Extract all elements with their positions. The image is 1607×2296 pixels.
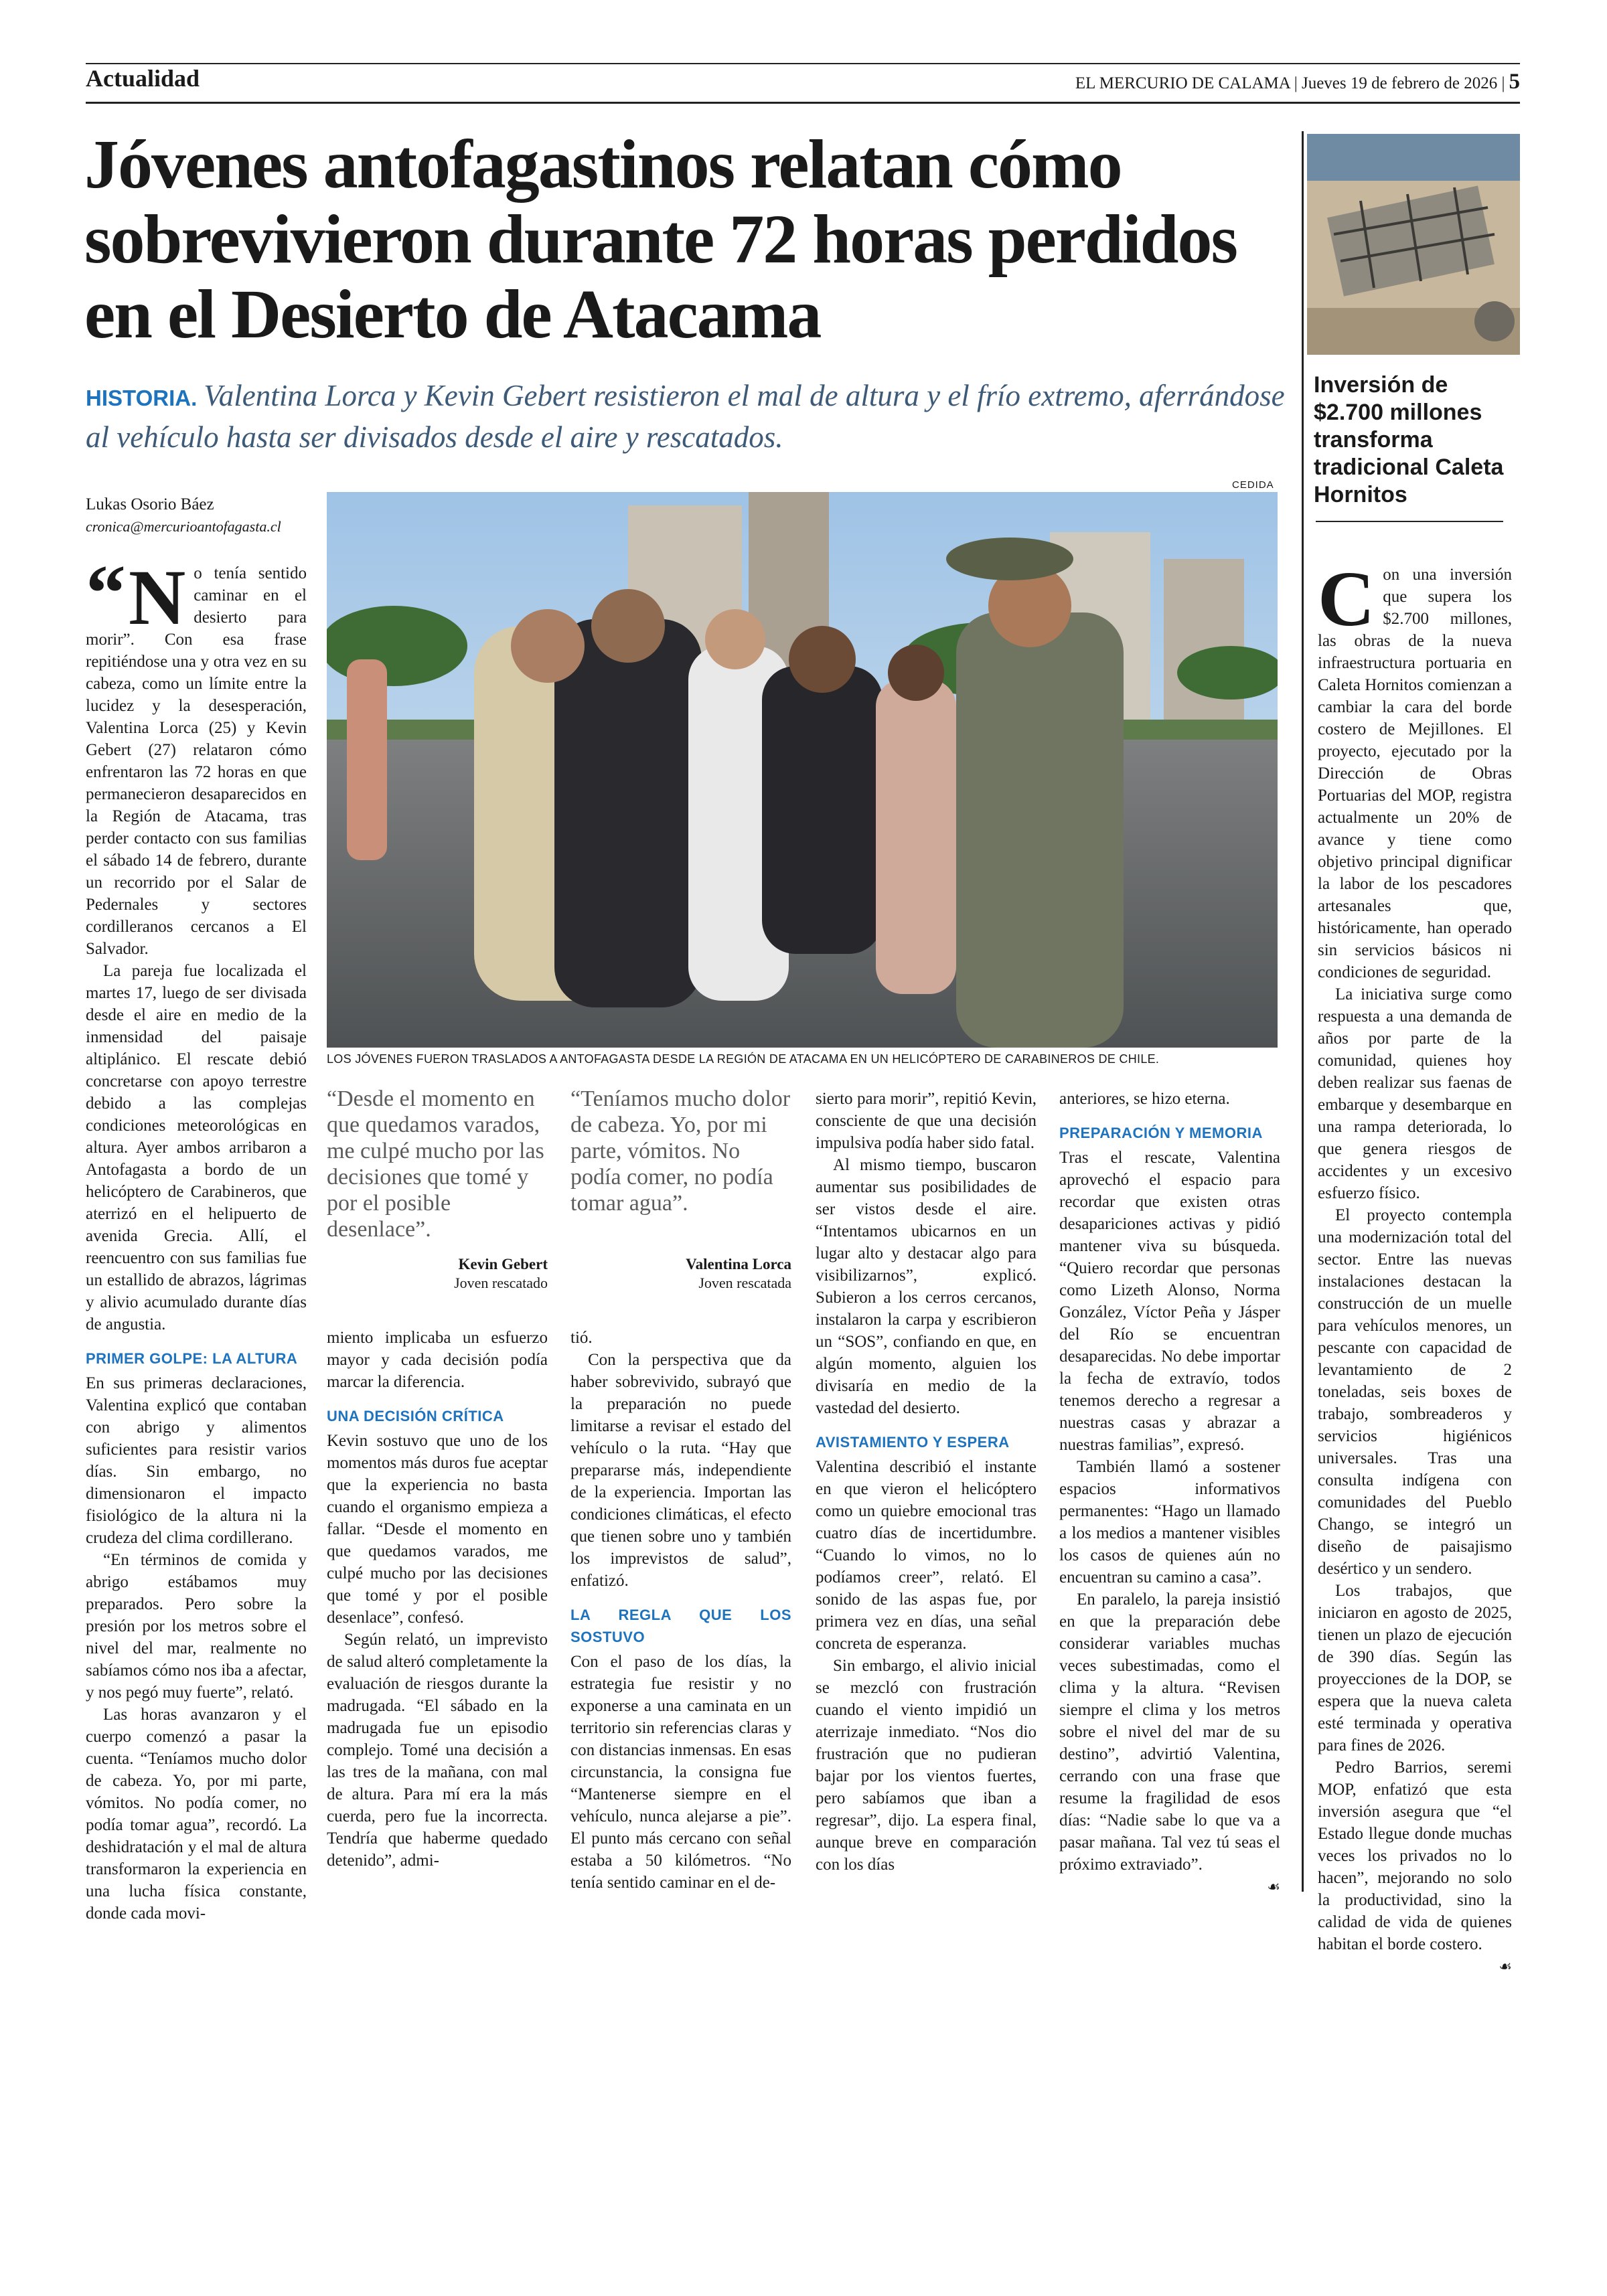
paragraph: Valentina describió el instante en que vieron el helicóptero como un quiebre emocional tras cuatro días de incertidumbre. “Cuando lo vimos, no lo podíamos creer”, relató. El sonido de las aspas fue, por primera vez en días, una señal concreta de esperanza. bbox=[816, 1458, 1037, 1653]
paragraph: Sin embargo, el alivio inicial se mezcló con frustración cuando el viento impidió un aterrizaje inmediato. “Nos dio frustración que no pudieran bajar por los vientos fuertes, pero sabíamos que iban a regresar”, dijo. La espera final, aunque breve en comparación con los días bbox=[816, 1657, 1037, 1874]
sidebar-body bbox=[1318, 555, 1512, 1978]
subheading: UNA DECISIÓN CRÍTICA bbox=[327, 1408, 504, 1424]
pull-quote-1: “Desde el momento en que quedamos varados, me culpé mucho por las decisiones que tomé y por el posible desenlace”. bbox=[327, 1086, 544, 1242]
subheading: LA REGLA QUE LOS SOSTUVO bbox=[570, 1607, 791, 1645]
article-column-4 bbox=[816, 1088, 1037, 1876]
sidebar-title: Inversión de $2.700 millones transforma tradicional Caleta Hornitos bbox=[1314, 372, 1504, 507]
headline: Jóvenes antofagastinos relatan cómo sobrevivieron durante 72 horas perdidos en el Desierto de Atacama bbox=[84, 126, 1237, 353]
paragraph: Las horas avanzaron y el cuerpo comenzó a pasar la cuenta. “Teníamos mucho dolor de cabeza. Yo, por mi parte, vómitos. No podía comer, no podía tomar agua”, recordó. La deshidratación y el mal de altura transformaron la experiencia en una lucha física constante, donde cada movi- bbox=[86, 1706, 307, 1922]
subheading: PRIMER GOLPE: LA ALTURA bbox=[86, 1350, 298, 1367]
paragraph: En sus primeras declaraciones, Valentina explicó que contaban con abrigo y alimentos suficientes para resistir varios días. Sin embargo, no dimensionaron el impacto fisiológico de la altura ni la crudeza del clima cordillerano. bbox=[86, 1374, 307, 1547]
pull-quote-1-attribution bbox=[327, 1255, 548, 1293]
paragraph: tió. bbox=[570, 1329, 593, 1347]
author-name: Lukas Osorio Báez bbox=[86, 495, 214, 513]
paragraph: En paralelo, la pareja insistió en que la preparación debe considerar variables muchas veces subestimadas, como el clima y la altura. “Revisen siempre el clima y los metros sobre el nivel del mar de su destino”, advirtió Valentina, cerrando con una frase que resume la fragilidad de esos días: “Nadie sabe lo que va a pasar mañana. Tal vez tú seas el próximo extraviado”. bbox=[1059, 1590, 1280, 1874]
article-column-1 bbox=[86, 548, 307, 1924]
paragraph: La iniciativa surge como respuesta a una demanda de años por parte de la comunidad, quienes hoy deben realizar sus faenas de embarque y desembarque en una rampa deteriorada, lo que genera riesgos de accidentes y un excesivo esfuerzo físico. bbox=[1318, 985, 1512, 1202]
paragraph: miento implicaba un esfuerzo mayor y cada decisión podía marcar la diferencia. bbox=[327, 1329, 548, 1391]
kicker: HISTORIA. bbox=[86, 386, 198, 410]
article-column-2 bbox=[327, 1327, 548, 1872]
subheading: AVISTAMIENTO Y ESPERA bbox=[816, 1434, 1010, 1451]
sidebar-photo bbox=[1307, 134, 1520, 355]
article-column-3 bbox=[570, 1327, 791, 1894]
dropcap: N bbox=[129, 554, 186, 641]
quote-mark: “ bbox=[86, 548, 126, 637]
quote-speaker: Kevin Gebert bbox=[458, 1256, 548, 1273]
issue-date: Jueves 19 de febrero de 2026 bbox=[1301, 74, 1498, 92]
paragraph: Con el paso de los días, la estrategia fue resistir y no exponerse a una caminata en un territorio sin referencias claras y con distancias inmensas. En esas circunstancia, la consigna fue “Mantenerse siempre en el vehículo, nunca alejarse a pie”. El punto más cercano con señal estaba a 50 kilómetros. “No tenía sentido caminar en el de- bbox=[570, 1653, 791, 1892]
article-column-5 bbox=[1059, 1088, 1280, 1898]
paragraph: anteriores, se hizo eterna. bbox=[1059, 1090, 1230, 1108]
deck bbox=[86, 376, 1291, 457]
quote-role: Joven rescatado bbox=[454, 1275, 548, 1291]
photo-credit: CEDIDA bbox=[1232, 479, 1274, 491]
quote-speaker: Valentina Lorca bbox=[686, 1256, 791, 1273]
paragraph: Tras el rescate, Valentina aprovechó el espacio para recordar que existen otras desapariciones activas y pidió mantener viva su búsqueda. “Quiero recordar que personas como Lizeth Alonso, Norma González, Víctor Peña y Jásper del Río se encuentran desaparecidas. No debe importar la fecha de extravío, todos tenemos derecho a regresar a nuestras casas y abrazar a nuestras familias”, expresó. bbox=[1059, 1149, 1280, 1454]
dropcap: C bbox=[1318, 555, 1375, 643]
paragraph: “En términos de comida y abrigo estábamos muy preparados. Pero sobre la presión por los metros sobre el nivel del mar, realmente no sabíamos cómo nos iba a afectar, y nos pegó muy fuerte”, relató. bbox=[86, 1551, 307, 1702]
section-label: Actualidad bbox=[86, 65, 200, 92]
quote-role: Joven rescatada bbox=[698, 1275, 791, 1291]
deck-text: Valentina Lorca y Kevin Gebert resistieron el mal de altura y el frío extremo, aferrándose al vehículo hasta ser divisados desde el aire y rescatados. bbox=[86, 379, 1285, 454]
top-rule bbox=[86, 63, 1520, 64]
paragraph: La pareja fue localizada el martes 17, luego de ser divisada desde el aire en medio de la inmensidad del paisaje altiplánico. El rescate debió concretarse con apoyo terrestre debido a las complejas condiciones meteorológicas en altura. Ayer ambos arribaron a Antofagasta a bordo de un helicóptero de Carabineros, que aterrizó en el helipuerto de avenida Grecia. Allí, el reencuentro con sus familias fue un estallido de abrazos, lágrimas y alivio acumulado durante días de angustia. bbox=[86, 962, 307, 1333]
end-mark: ☙ bbox=[1499, 1959, 1512, 1975]
paragraph: También llamó a sostener espacios informativos permanentes: “Hago un llamado a los medios a mantener visibles los casos de quienes aún no encuentran su camino a casa”. bbox=[1059, 1458, 1280, 1586]
paragraph: Los trabajos, que iniciaron en agosto de 2025, tienen un plazo de ejecución de 390 días. Según las proyecciones de la DOP, se espera que la nueva caleta esté terminada y operativa para fines de 2026. bbox=[1318, 1582, 1512, 1754]
paragraph: El proyecto contempla una modernización total del sector. Entre las nuevas instalaciones destacan la construcción de un muelle para vehículos menores, un pescante con capacidad de levantamiento de 2 toneladas, seis boxes de trabajo, sombreaderos y servicios higiénicos universales. Tras una consulta indígena con comunidades del Pueblo Chango, se integró un diseño de paisajismo desértico y un sendero. bbox=[1318, 1206, 1512, 1578]
paragraph: Kevin sostuvo que uno de los momentos más duros fue aceptar que la experiencia no basta cuando el organismo empieza a fallar. “Desde el momento en que quedamos varados, me culpé mucho por las decisiones que tomé y por el posible desenlace”, confesó. bbox=[327, 1432, 548, 1627]
paragraph: Pedro Barrios, seremi MOP, enfatizó que esta inversión asegura que “el Estado llegue donde muchas veces los privados no lo hacen”, mejorando no solo la productividad, sino la calidad de vida de quienes habitan el borde costero. bbox=[1318, 1758, 1512, 1953]
subheading: PREPARACIÓN Y MEMORIA bbox=[1059, 1125, 1263, 1141]
pull-quote-2-attribution bbox=[570, 1255, 791, 1293]
header-rule bbox=[86, 102, 1520, 104]
paragraph: Al mismo tiempo, buscaron aumentar sus posibilidades de ser vistos desde el aire. “Intentamos ubicarnos en un lugar alto y destacar algo para visibilizarnos”, explicó. Subieron a los cerros cercanos, instalaron la carpa y escribieron un “SOS”, confiando en que, en algún momento, alguien los divisaría en medio de la vastedad del desierto. bbox=[816, 1156, 1037, 1417]
paragraph: o tenía sentido caminar en el desierto para morir”. Con esa frase repitiéndose una y otra vez en su cabeza, como un límite entre la lucidez y la desesperación, Valentina Lorca (25) y Kevin Gebert (27) relataron cómo enfrentaron las 72 horas en que permanecieron desaparecidos en la Región de Atacama, tras perder contacto con sus familias el sábado 14 de febrero, durante un recorrido por el Salar de Pedernales y sectores cordilleranos cercanos a El Salvador. bbox=[86, 564, 307, 958]
masthead: EL MERCURIO DE CALAMA | Jueves 19 de febrero de 2026 | 5 bbox=[1075, 70, 1520, 94]
byline bbox=[86, 495, 320, 536]
sidebar-photo-illustration bbox=[1307, 134, 1520, 355]
author-email: cronica@mercurioantofagasta.cl bbox=[86, 518, 281, 535]
paragraph: on una inversión que supera los $2.700 millones, las obras de la nueva infraestructura portuaria en Caleta Hornitos comienzan a cambiar la cara del borde costero de Mejillones. El proyecto, ejecutado por la Dirección de Obras Portuarias del MOP, registra actualmente un 20% de avance y tiene como objetivo principal dignificar la labor de los pescadores artesanales que, históricamente, han operado sin servicios básicos ni condiciones de seguridad. bbox=[1318, 566, 1512, 981]
paragraph: Según relató, un imprevisto de salud alteró completamente la evaluación de riesgos durante la madrugada. “El sábado en la madrugada fue un episodio complejo. Tomé una decisión a las tres de la mañana, con mal de altura. Para mí era la más cuerda, pero fue la incorrecta. Tendría que haberme quedado detenido”, admi- bbox=[327, 1631, 548, 1870]
photo-caption: LOS JÓVENES FUERON TRASLADOS A ANTOFAGASTA DESDE LA REGIÓN DE ATACAMA EN UN HELICÓPTERO DE CARABINEROS DE CHILE. bbox=[327, 1052, 1160, 1066]
paragraph: Con la perspectiva que da haber sobrevivido, subrayó que la preparación no puede limitarse a revisar el estado del vehículo o la ruta. “Hay que prepararse más, independiente de la experiencia. Importan las condiciones climáticas, el efecto que tienen sobre uno y también los imprevistos de salud”, enfatizó. bbox=[570, 1351, 791, 1590]
page-number: 5 bbox=[1509, 70, 1520, 94]
sidebar-rule bbox=[1316, 521, 1503, 522]
photo-illustration bbox=[327, 492, 1278, 1048]
publication-name: EL MERCURIO DE CALAMA bbox=[1075, 74, 1290, 92]
pull-quote-2: “Teníamos mucho dolor de cabeza. Yo, por mi parte, vómitos. No podía comer, no podía tomar agua”. bbox=[570, 1086, 791, 1216]
main-photo bbox=[327, 492, 1278, 1048]
paragraph: sierto para morir”, repitió Kevin, consciente de que una decisión impulsiva podía haber sido fatal. bbox=[816, 1090, 1037, 1152]
end-mark: ☙ bbox=[1267, 1879, 1280, 1896]
